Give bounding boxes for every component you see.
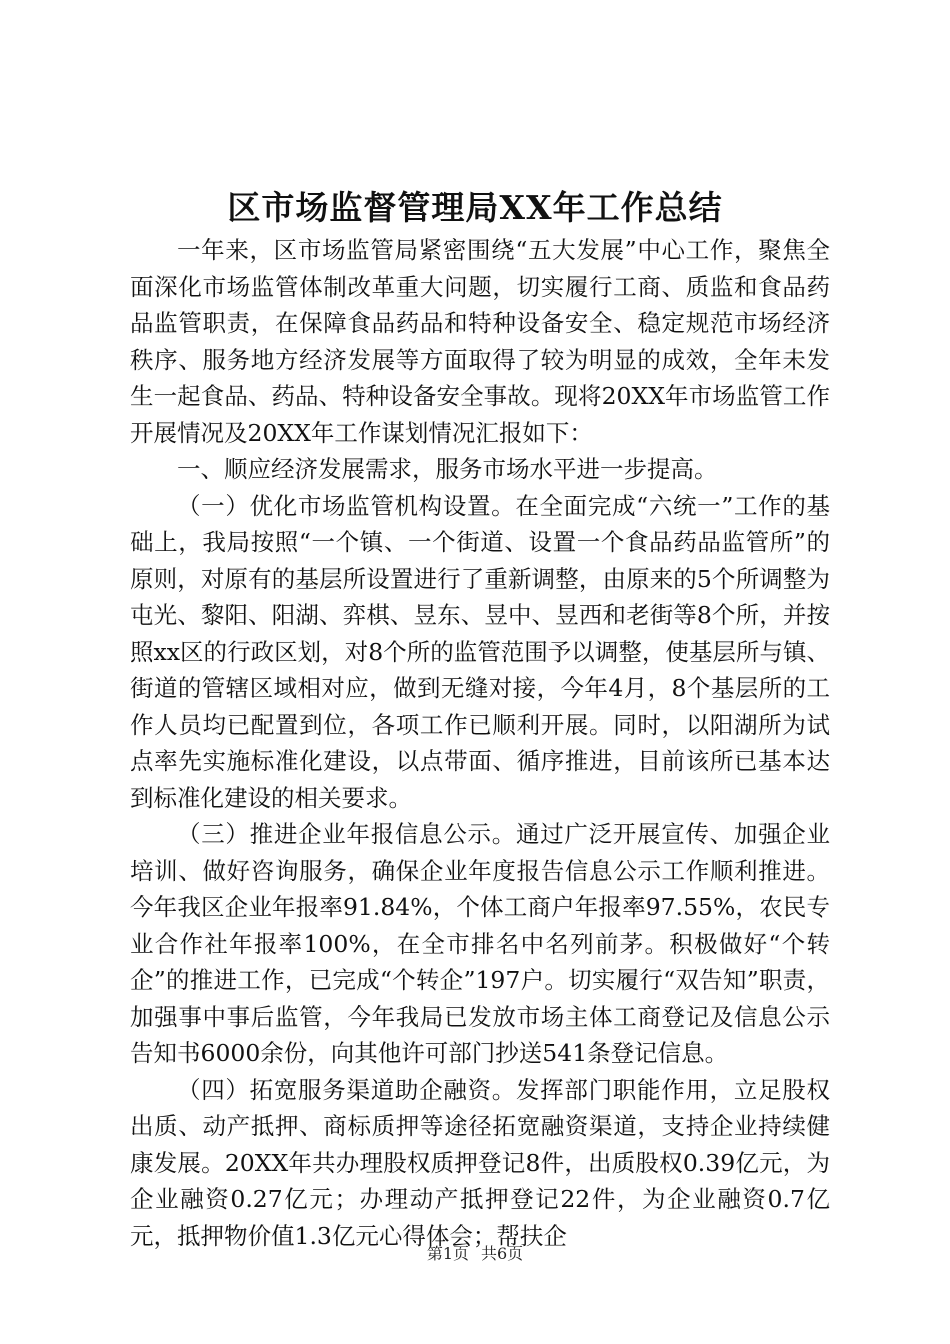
- page-number-total: 共6页: [481, 1244, 524, 1263]
- paragraph-item-4: （四）拓宽服务渠道助企融资。发挥部门职能作用，立足股权出质、动产抵押、商标质押等途径拓宽融资渠道，支持企业持续健康发展。20XX年共办理股权质押登记8件，出质股权0.39亿元，为企业融资0.27亿元；办理动产抵押登记22件，为企业融资0.7亿元，抵押物价值1.3亿元心得体会；帮扶企: [130, 1075, 830, 1250]
- document-body: [130, 232, 830, 1254]
- page-footer: [0, 1242, 950, 1266]
- paragraph-item-1: （一）优化市场监管机构设置。在全面完成“六统一”工作的基础上，我局按照“一个镇、一个街道、设置一个食品药品监管所”的原则，对原有的基层所设置进行了重新调整，由原来的5个所调整为屯光、黎阳、阳湖、弈棋、昱东、昱中、昱西和老街等8个所，并按照xx区的行政区划，对8个所的监管范围予以调整，使基层所与镇、街道的管辖区域相对应，做到无缝对接，今年4月，8个基层所的工作人员均已配置到位，各项工作已顺利开展。同时，以阳湖所为试点率先实施标准化建设，以点带面、循序推进，目前该所已基本达到标准化建设的相关要求。: [130, 491, 830, 812]
- page-number-current: 第1页: [426, 1244, 469, 1263]
- document-title: 区市场监督管理局XX年工作总结: [227, 188, 723, 227]
- paragraph-section-heading: 一、顺应经济发展需求，服务市场水平进一步提高。: [177, 455, 718, 483]
- paragraph-intro: 一年来，区市场监管局紧密围绕“五大发展”中心工作，聚焦全面深化市场监管体制改革重大问题，切实履行工商、质监和食品药品监管职责，在保障食品药品和特种设备安全、稳定规范市场经济秩序、服务地方经济发展等方面取得了较为明显的成效，全年未发生一起食品、药品、特种设备安全事故。现将20XX年市场监管工作开展情况及20XX年工作谋划情况汇报如下：: [130, 236, 830, 447]
- paragraph-item-3: （三）推进企业年报信息公示。通过广泛开展宣传、加强企业培训、做好咨询服务，确保企业年度报告信息公示工作顺利推进。今年我区企业年报率91.84%，个体工商户年报率97.55%，农民专业合作社年报率100%，在全市排名中名列前茅。积极做好“个转企”的推进工作，已完成“个转企”197户。切实履行“双告知”职责，加强事中事后监管，今年我局已发放市场主体工商登记及信息公示告知书6000余份，向其他许可部门抄送541条登记信息。: [130, 820, 830, 1067]
